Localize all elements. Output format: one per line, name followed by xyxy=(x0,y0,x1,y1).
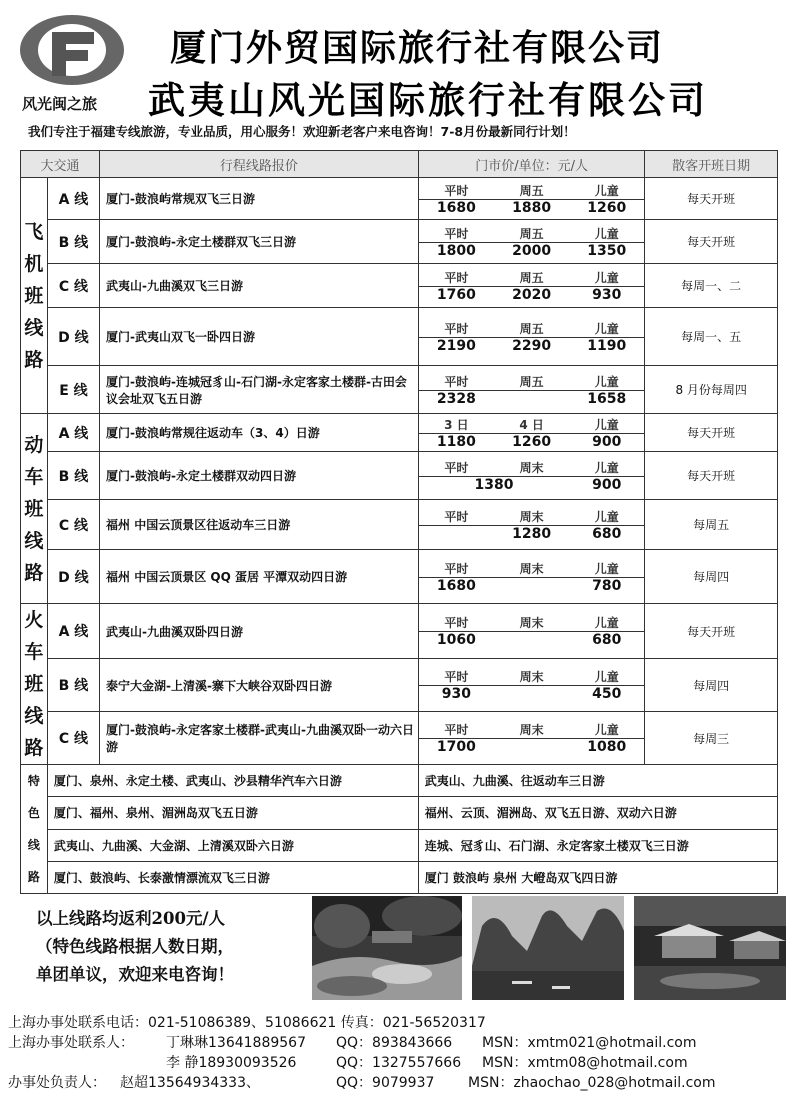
price-cell: 平时 周末 儿童 1060 680 xyxy=(418,604,645,659)
table-row xyxy=(21,797,778,829)
price-cell: 平时 周五 儿童 2190 2290 1190 xyxy=(418,308,645,366)
special-route-right: 武夷山、九曲溪、往返动车三日游 xyxy=(418,765,777,797)
contact-person: 赵超13564934333、 xyxy=(120,1075,260,1091)
category-bullet-train: 动 车 班 线 路 xyxy=(21,414,48,604)
promo-line-2: （特色线路根据人数日期， xyxy=(36,937,234,956)
contact-msn: MSN：xmtm021@hotmail.com xyxy=(482,1035,697,1051)
table-row xyxy=(21,220,778,264)
price-cell: 平时 周五 儿童 1680 1880 1260 xyxy=(418,178,645,220)
header-route: 行程线路报价 xyxy=(100,151,419,178)
table-row xyxy=(21,550,778,604)
contact-phone: 上海办事处联系电话：021-51086389、51086621 传真：021-56520317 xyxy=(8,1015,486,1031)
schedule: 每周五 xyxy=(645,500,778,550)
table-row xyxy=(21,366,778,414)
contact-qq: QQ：893843666 xyxy=(336,1035,453,1051)
contact-row-3 xyxy=(8,1072,798,1092)
schedule: 每天开班 xyxy=(645,178,778,220)
company-name-xiamen: 厦门外贸国际旅行社有限公司 xyxy=(170,27,665,69)
special-route-right: 连城、冠豸山、石门湖、永定客家土楼双飞三日游 xyxy=(418,829,777,861)
route-code: C 线 xyxy=(47,500,99,550)
header xyxy=(0,0,800,150)
route-code: E 线 xyxy=(47,366,99,414)
price-table xyxy=(20,150,778,894)
table-row xyxy=(21,829,778,861)
schedule: 每天开班 xyxy=(645,414,778,452)
promo-text xyxy=(36,905,234,989)
special-route-right: 福州、云顶、湄洲岛、双飞五日游、双动六日游 xyxy=(418,797,777,829)
price-cell: 平时 周五 儿童 1800 2000 1350 xyxy=(418,220,645,264)
contact-label: 上海办事处联系人： xyxy=(8,1035,134,1051)
route-code: A 线 xyxy=(47,178,99,220)
special-route-left: 厦门、泉州、永定土楼、武夷山、沙县精华汽车六日游 xyxy=(47,765,418,797)
slogan: 我们专注于福建专线旅游，专业品质，用心服务！欢迎新老客户来电咨询！7-8月份最新同行计划！ xyxy=(28,124,576,139)
route-code: B 线 xyxy=(47,659,99,712)
price-cell: 平时 周末 儿童 1680 780 xyxy=(418,550,645,604)
special-route-right: 厦门 鼓浪屿 泉州 大嶝岛双飞四日游 xyxy=(418,861,777,893)
table-row xyxy=(21,414,778,452)
table-row xyxy=(21,452,778,500)
logo-caption: 风光闽之旅 xyxy=(22,95,98,113)
schedule: 每周一、五 xyxy=(645,308,778,366)
schedule: 每天开班 xyxy=(645,452,778,500)
price-cell: 平时 周末 儿童 1700 1080 xyxy=(418,712,645,765)
route-name: 泰宁大金湖-上清溪-寨下大峡谷双卧四日游 xyxy=(100,659,419,712)
schedule: 8 月份每周四 xyxy=(645,366,778,414)
route-name: 厦门-武夷山双飞一卧四日游 xyxy=(100,308,419,366)
contact-msn: MSN：xmtm08@hotmail.com xyxy=(482,1055,688,1071)
price-cell: 平时 周末 儿童 1380 900 xyxy=(418,452,645,500)
schedule: 每周四 xyxy=(645,659,778,712)
contact-msn: MSN：zhaochao_028@hotmail.com xyxy=(468,1075,716,1091)
contact-person: 李 静18930093526 xyxy=(166,1055,297,1071)
category-train: 火 车 班 线 路 xyxy=(21,604,48,765)
schedule: 每周三 xyxy=(645,712,778,765)
price-cell: 平时 周五 儿童 2328 1658 xyxy=(418,366,645,414)
contact-row-1 xyxy=(8,1032,798,1052)
route-name: 厦门-鼓浪屿常规往返动车（3、4）日游 xyxy=(100,414,419,452)
table-row xyxy=(21,500,778,550)
schedule: 每周一、二 xyxy=(645,264,778,308)
price-cell: 平时 周末 儿童 1280 680 xyxy=(418,500,645,550)
table-row xyxy=(21,308,778,366)
photo-mountains xyxy=(472,896,624,1000)
header-price: 门市价/单位：元/人 xyxy=(418,151,645,178)
photo-pavilion xyxy=(634,896,786,1000)
special-route-left: 厦门、福州、泉州、湄洲岛双飞五日游 xyxy=(47,797,418,829)
route-name: 福州 中国云顶景区 QQ 蛋居 平潭双动四日游 xyxy=(100,550,419,604)
schedule: 每周四 xyxy=(645,550,778,604)
special-route-left: 武夷山、九曲溪、大金湖、上清溪双卧六日游 xyxy=(47,829,418,861)
route-code: D 线 xyxy=(47,308,99,366)
table-header-row xyxy=(21,151,778,178)
category-flight: 飞 机 班 线 路 xyxy=(21,178,48,414)
route-code: C 线 xyxy=(47,712,99,765)
route-name: 福州 中国云顶景区往返动车三日游 xyxy=(100,500,419,550)
table-row xyxy=(21,659,778,712)
route-name: 武夷山-九曲溪双飞三日游 xyxy=(100,264,419,308)
contact-label: 办事处负责人： xyxy=(8,1075,106,1091)
table-row xyxy=(21,604,778,659)
schedule: 每天开班 xyxy=(645,604,778,659)
route-code: A 线 xyxy=(47,604,99,659)
route-code: D 线 xyxy=(47,550,99,604)
header-transport: 大交通 xyxy=(21,151,100,178)
route-name: 厦门-鼓浪屿-永定土楼群双飞三日游 xyxy=(100,220,419,264)
photo-garden xyxy=(312,896,462,1000)
route-code: B 线 xyxy=(47,220,99,264)
route-code: C 线 xyxy=(47,264,99,308)
route-code: A 线 xyxy=(47,414,99,452)
route-name: 厦门-鼓浪屿常规双飞三日游 xyxy=(100,178,419,220)
table-row xyxy=(21,861,778,893)
route-name: 厦门-鼓浪屿-永定土楼群双动四日游 xyxy=(100,452,419,500)
promo-line-1: 以上线路均返利200元/人 xyxy=(36,909,225,928)
route-name: 厦门-鼓浪屿-永定客家土楼群-武夷山-九曲溪双卧一动六日游 xyxy=(100,712,419,765)
route-code: B 线 xyxy=(47,452,99,500)
price-cell: 平时 周末 儿童 930 450 xyxy=(418,659,645,712)
header-schedule: 散客开班日期 xyxy=(645,151,778,178)
route-name: 厦门-鼓浪屿-连城冠豸山-石门湖-永定客家土楼群-古田会议会址双飞五日游 xyxy=(100,366,419,414)
special-route-left: 厦门、鼓浪屿、长泰激情漂流双飞三日游 xyxy=(47,861,418,893)
contact-row-2 xyxy=(8,1052,798,1072)
table-row xyxy=(21,712,778,765)
table-row xyxy=(21,178,778,220)
company-logo xyxy=(18,14,126,86)
contact-person: 丁琳琳13641889567 xyxy=(166,1035,306,1051)
promo-line-3: 单团单议，欢迎来电咨询！ xyxy=(36,965,234,984)
price-cell: 3 日 4 日 儿童 1180 1260 900 xyxy=(418,414,645,452)
price-cell: 平时 周五 儿童 1760 2020 930 xyxy=(418,264,645,308)
company-name-wuyishan: 武夷山风光国际旅行社有限公司 xyxy=(148,78,708,122)
table-row xyxy=(21,765,778,797)
table-row xyxy=(21,264,778,308)
category-special: 特 色 线 路 xyxy=(21,765,48,894)
contact-qq: QQ：9079937 xyxy=(336,1075,435,1091)
schedule: 每天开班 xyxy=(645,220,778,264)
route-name: 武夷山-九曲溪双卧四日游 xyxy=(100,604,419,659)
contact-qq: QQ：1327557666 xyxy=(336,1055,462,1071)
